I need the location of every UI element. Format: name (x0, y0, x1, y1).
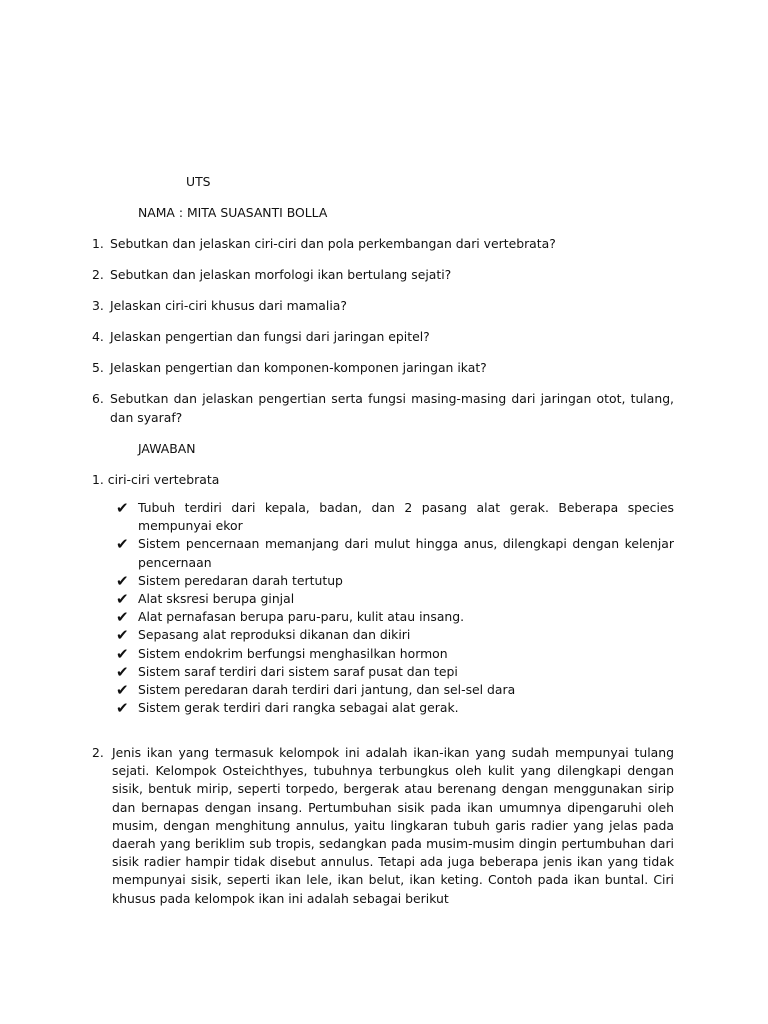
list-item-text: Sistem endokrim berfungsi menghasilkan hormon (138, 645, 448, 661)
question-text: Jelaskan pengertian dan fungsi dari jaringan epitel? (109, 329, 430, 344)
question-number: 1. (92, 236, 104, 251)
list-item (116, 590, 674, 608)
question-3 (92, 296, 674, 315)
list-item-text: Tubuh terdiri dari kepala, badan, dan 2 pasang alat gerak. Beberapa species mempunyai ekor (138, 500, 674, 534)
list-item-text: Sistem peredaran darah tertutup (138, 572, 343, 588)
question-text: Jelaskan pengertian dan komponen-komponen jaringan ikat? (109, 360, 487, 375)
list-item (116, 681, 674, 699)
question-5 (92, 358, 674, 377)
list-item (116, 499, 674, 535)
list-item-text: Sistem saraf terdiri dari sistem saraf pusat dan tepi (138, 663, 458, 679)
list-item (116, 608, 674, 626)
question-number: 4. (92, 329, 104, 344)
list-item-text: Sistem gerak terdiri dari rangka sebagai alat gerak. (138, 700, 459, 716)
checkmark-icon: ✔ (116, 662, 129, 681)
question-text: Sebutkan dan jelaskan pengertian serta fungsi masing-masing dari jaringan otot, tulang, dan syaraf? (110, 391, 674, 425)
list-item (116, 645, 674, 663)
list-item (116, 572, 674, 590)
checkmark-icon: ✔ (116, 535, 129, 554)
question-1 (92, 234, 674, 253)
question-text: Sebutkan dan jelaskan morfologi ikan bertulang sejati? (109, 267, 452, 282)
list-item (116, 626, 674, 644)
list-item-text: Alat sksresi berupa ginjal (138, 591, 295, 607)
question-6 (92, 389, 674, 427)
question-number: 6. (92, 391, 104, 406)
answer-2-paragraph: Jenis ikan yang termasuk kelompok ini adalah ikan-ikan yang sudah mempunyai tulang sejati. Kelompok Osteichthyes, tubuhnya terbungkus oleh kulit yang dilengkapi dengan sisik, bentuk mirip, seperti torpedo, bergerak atau berenang dengan menggunakan sirip dan bernapas dengan insang. Pertumbuhan sisik pada ikan umumnya dipengaruhi oleh musim, dengan menghitung annulus, yaitu lingkaran tubuh garis radier yang jelas pada daerah yang beriklim sub tropis, sedangkan pada musim-musim dingin pertumbuhan dari sisik radier hampir tidak disebut annulus. Tetapi ada juga beberapa jenis ikan yang tidak mempunyai sisik, seperti ikan lele, ikan belut, ikan keting. Contoh pada ikan buntal. Ciri khusus pada kelompok ikan ini adalah sebagai berikut (112, 745, 674, 906)
checkmark-icon: ✔ (116, 608, 129, 627)
list-item-text: Sepasang alat reproduksi dikanan dan dikiri (138, 627, 411, 643)
checkmark-icon: ✔ (116, 681, 129, 700)
question-number: 3. (92, 298, 104, 313)
list-item (116, 663, 674, 681)
answer-1-heading: 1. ciri-ciri vertebrata (92, 472, 220, 487)
answer-number: 2. (92, 745, 104, 760)
list-item-text: Alat pernafasan berupa paru-paru, kulit atau insang. (138, 609, 465, 625)
checkmark-icon: ✔ (116, 626, 129, 645)
document-title: UTS (186, 174, 211, 189)
question-4 (92, 327, 674, 346)
checkmark-icon: ✔ (116, 571, 129, 590)
list-item-text: Sistem peredaran darah terdiri dari jantung, dan sel-sel dara (138, 682, 516, 698)
question-number: 2. (92, 267, 104, 282)
question-number: 5. (92, 360, 104, 375)
student-name: NAMA : MITA SUASANTI BOLLA (138, 205, 328, 220)
list-item (116, 535, 674, 571)
question-text: Jelaskan ciri-ciri khusus dari mamalia? (109, 298, 347, 313)
checkmark-icon: ✔ (116, 644, 129, 663)
question-2 (92, 265, 674, 284)
checkmark-icon: ✔ (116, 699, 129, 718)
checkmark-icon: ✔ (116, 590, 129, 609)
answers-heading: JAWABAN (138, 441, 196, 456)
list-item-text: Sistem pencernaan memanjang dari mulut hingga anus, dilengkapi dengan kelenjar pencernaan (138, 536, 674, 570)
checkmark-icon: ✔ (116, 499, 129, 517)
vertebrate-characteristics-list (116, 499, 674, 717)
list-item (116, 699, 674, 717)
question-text: Sebutkan dan jelaskan ciri-ciri dan pola perkembangan dari vertebrata? (109, 236, 556, 251)
answer-2 (92, 744, 674, 908)
